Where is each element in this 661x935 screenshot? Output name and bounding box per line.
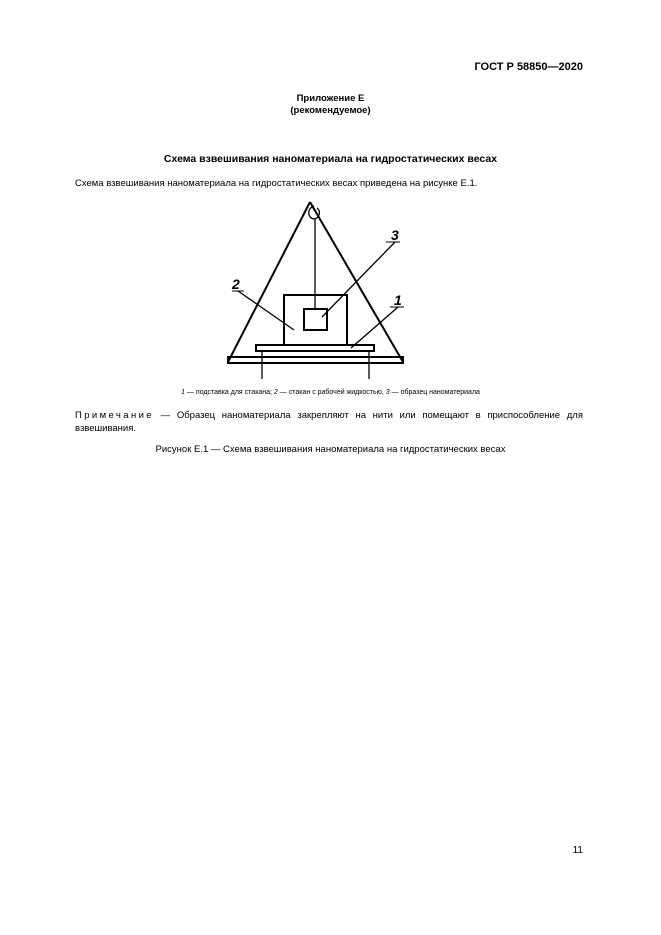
figure-legend — [0, 389, 661, 396]
label-2: 2 — [232, 276, 240, 292]
section-title: Схема взвешивания наноматериала на гидростатических весах — [163, 153, 498, 165]
annex-subtitle: (рекомендуемое) — [290, 105, 371, 116]
weighing-scheme-figure — [210, 196, 410, 381]
legend-text-1: — подставка для стакана; — [184, 389, 274, 396]
label-3: 3 — [391, 227, 399, 243]
annex-title: Приложение Е — [296, 93, 365, 104]
figure-caption: Рисунок Е.1 — Схема взвешивания наноматериала на гидростатических весах — [155, 444, 506, 455]
page-number: 11 — [572, 845, 583, 856]
label-1: 1 — [394, 292, 402, 308]
legend-text-3: — образец наноматериала — [389, 389, 480, 396]
annex-heading — [0, 93, 661, 117]
legend-num-1: 1 — [181, 389, 185, 396]
note-label: Примечание — [75, 410, 154, 421]
nanomaterial-sample — [304, 309, 327, 330]
legend-text-2: — стакан с рабочей жидкостью, — [277, 389, 386, 396]
legend-num-2: 2 — [273, 389, 278, 396]
figure-note — [75, 410, 583, 435]
note-text: — Образец наноматериала закрепляют на нити или помещают в приспособление для взвешивания. — [75, 410, 583, 434]
frame-left-leg — [228, 202, 310, 362]
document-code: ГОСТ Р 58850—2020 — [474, 61, 583, 73]
leader-line-3 — [322, 242, 395, 317]
intro-paragraph: Схема взвешивания наноматериала на гидростатических весах приведена на рисунке Е.1. — [75, 178, 478, 189]
base-platform — [228, 357, 403, 363]
legend-num-3: 3 — [385, 389, 390, 396]
